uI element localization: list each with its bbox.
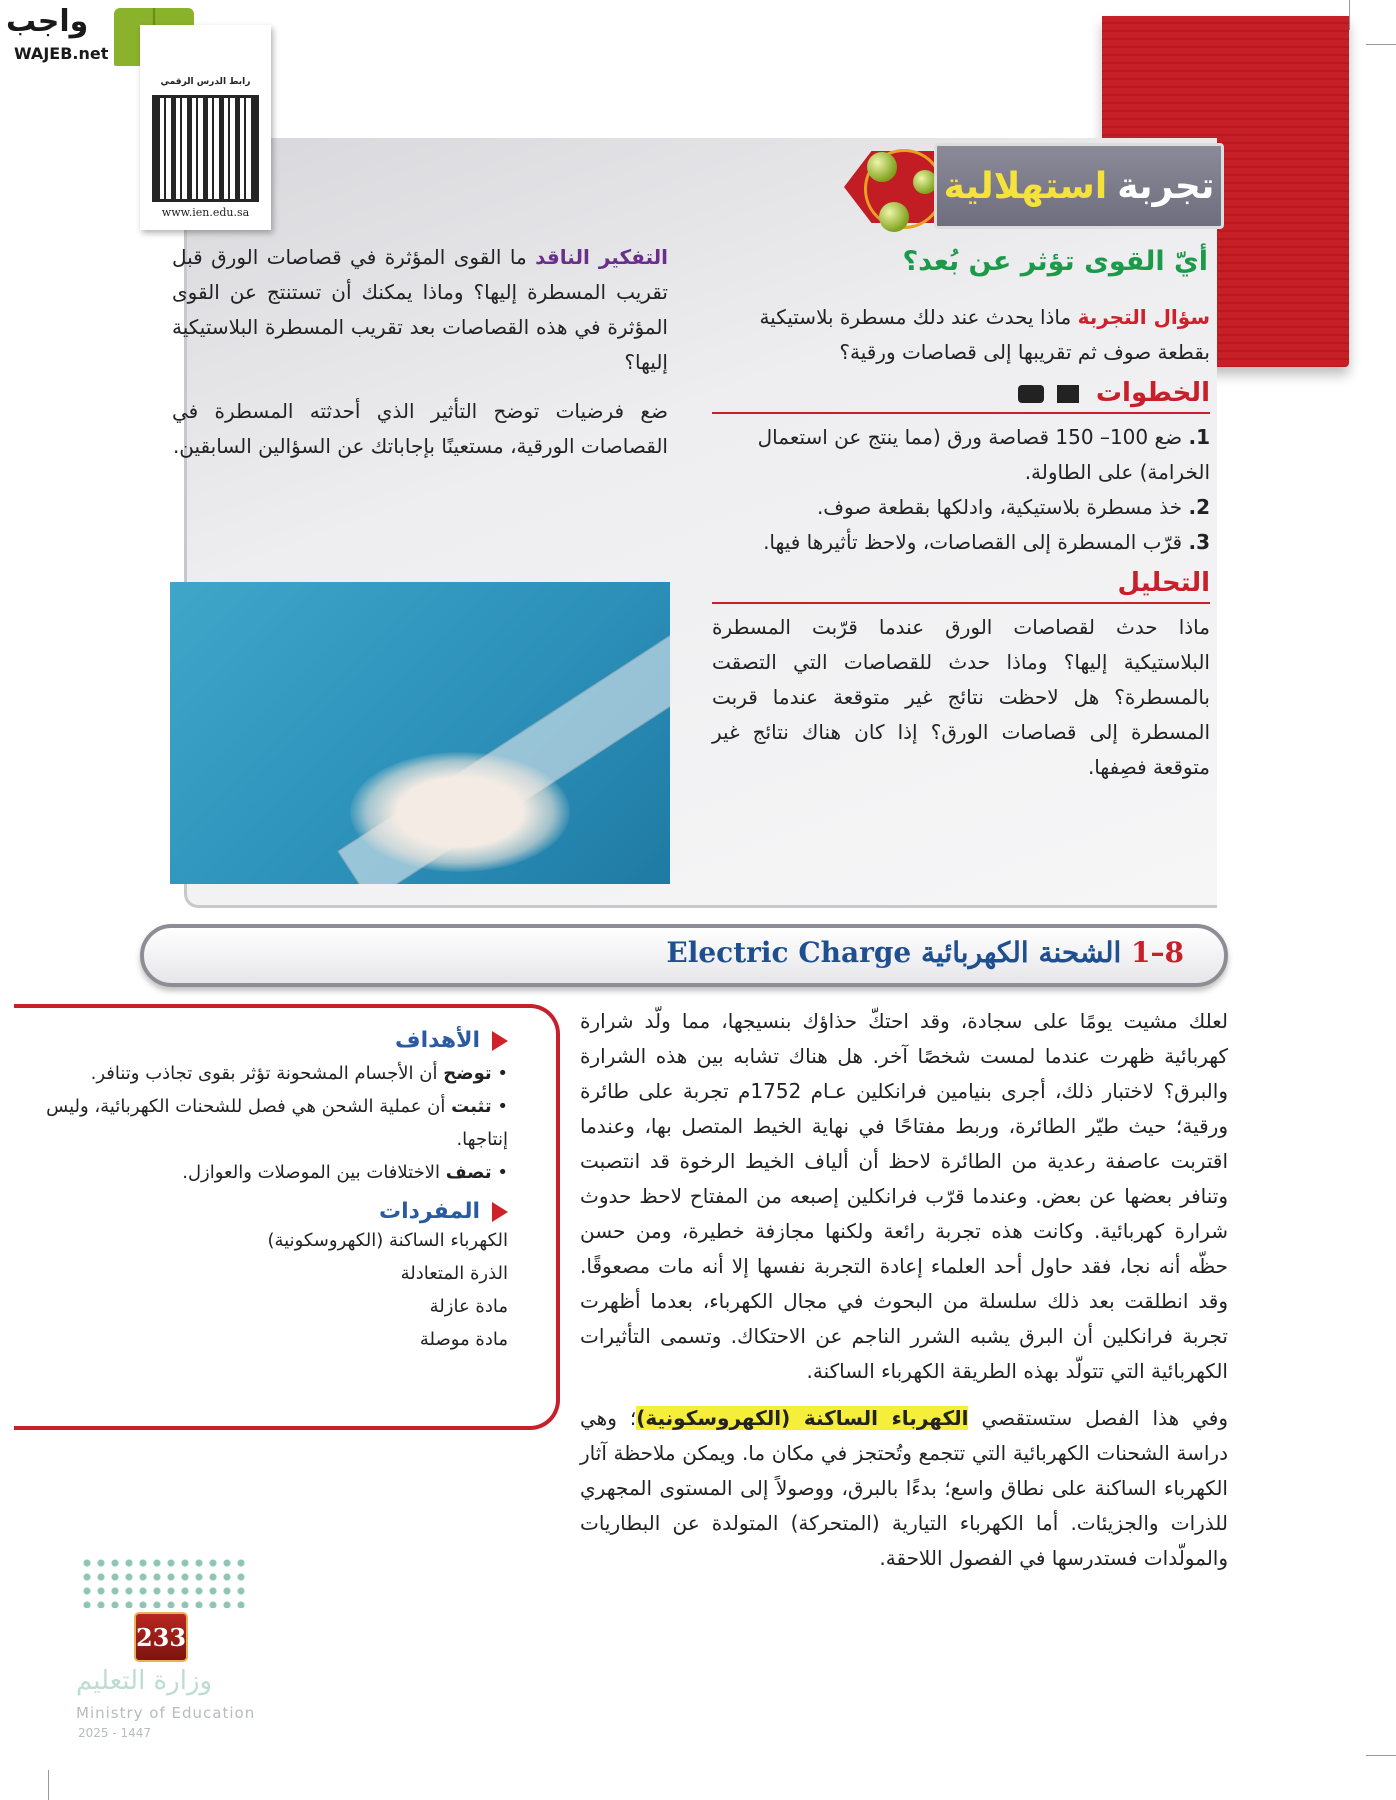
hypothesis-text: ضع فرضيات توضح التأثير الذي أحدثته المسطرة في القصاصات الورقية، مستعينًا بإجاباتك عن السؤالين السابقين. (172, 399, 668, 458)
step-item: 1. ضع 100– 150 قصاصة ورق (مما ينتج عن استعمال الخرامة) على الطاولة. (757, 425, 1210, 484)
qr-code-icon[interactable] (152, 95, 259, 202)
goggles-safety-icon (1018, 385, 1044, 403)
lab-left-column (172, 240, 668, 464)
crop-mark (48, 1770, 49, 1800)
qr-card[interactable]: رابط الدرس الرقمي www.ien.edu.sa (140, 25, 271, 230)
lab-right-column (712, 300, 1210, 785)
section-title-bar: 8–1 الشحنة الكهربائية Electric Charge (140, 924, 1228, 987)
ministry-logo: 233 وزارة التعليم Ministry of Education 2025 - 1447 (70, 1556, 270, 1756)
page-number: 233 (134, 1612, 188, 1662)
triangle-icon (492, 1031, 508, 1051)
analysis-text: ماذا حدث لقصاصات الورق عندما قرّبت المسطرة البلاستيكية إليها؟ وماذا حدث للقصاصات التي التصقت بالمسطرة؟ هل لاحظت نتائج غير متوقعة عندما قربت المسطرة إلى قصاصات الورق؟ إذا كان هناك نتائج غير متوقعة فصِفها. (712, 615, 1210, 779)
steps-list (712, 420, 1210, 560)
vocab-item: الذرة المتعادلة (400, 1263, 508, 1284)
step-item: 3. قرّب المسطرة إلى القصاصات، ولاحظ تأثيرها فيها. (763, 530, 1210, 554)
vocabulary-list (24, 1224, 508, 1356)
crop-mark (1366, 1755, 1396, 1756)
wajeb-logo[interactable]: واجب WAJEB.net (6, 4, 196, 70)
objectives-sidebar (14, 1004, 560, 1430)
objectives-list (24, 1057, 508, 1189)
atom-icon (864, 149, 944, 229)
hand-safety-icon (1057, 385, 1079, 403)
step-item: 2. خذ مسطرة بلاستيكية، وادلكها بقطعة صوف. (816, 495, 1210, 519)
objective-item: • توضح أن الأجسام المشحونة تؤثر بقوى تجاذب وتنافر. (90, 1063, 508, 1084)
body-paragraph-1: لعلك مشيت يومًا على سجادة، وقد احتكّ حذاؤك بنسيجها، مما ولّد شرارة كهربائية ظهرت عندما لمست شخصًا آخر. هل هناك تشابه بين هذه الشرارة والبرق؟ لاختبار ذلك، أجرى بنيامين فرانكلين عـام 1752م تجربة على طائرة ورقية؛ حيث طيّر الطائرة، وربط مفتاحًا في نهاية الخيط المتصل بها، وعندما اقتربت عاصفة رعدية من الطائرة لاحظ أن ألياف الخيط الرخوة قد انتصبت وتنافر بعضها عن بعض. وعندما قرّب فرانكلين إصبعه من المفتاح لاحظ حدوث شرارة كهربائية. وكانت هذه تجربة رائعة ولكنها مجازفة خطيرة، ومن حسن حظّه أنه نجا، فقد حاول أحد العلماء إعادة التجربة نفسها إلا أنه مات مصعوقًا. وقد انطلقت بعد ذلك سلسلة من البحوث في مجال الكهرباء، بعدما أظهرت تجربة فرانكلين أن البرق يشبه الشرر الناجم عن الاحتكاك. وتسمى التأثيرات الكهربائية التي تتولّد بهذه الطريقة الكهرباء الساكنة. (580, 1009, 1228, 1383)
experiment-question: سؤال التجربة ماذا يحدث عند دلك مسطرة بلاستيكية بقطعة صوف ثم تقريبها إلى قصاصات ورقية؟ (759, 305, 1210, 364)
triangle-icon (492, 1202, 508, 1222)
steps-heading: الخطوات (712, 378, 1210, 414)
analysis-heading: التحليل (712, 568, 1210, 604)
launch-lab-banner: تجربة استهلالية (844, 143, 1224, 231)
paper-pieces-image (350, 752, 570, 872)
vocab-item: مادة موصلة (419, 1329, 508, 1350)
objectives-heading: الأهداف (24, 1028, 508, 1053)
crop-mark (1366, 44, 1396, 45)
objective-item: • تصف الاختلافات بين الموصلات والعوازل. (182, 1162, 508, 1183)
highlighted-term: الكهرباء الساكنة (الكهروسكونية) (636, 1406, 969, 1430)
vocabulary-heading: المفردات (24, 1199, 508, 1224)
qr-url[interactable]: www.ien.edu.sa (161, 206, 250, 219)
vocab-item: الكهرباء الساكنة (الكهروسكونية) (267, 1230, 508, 1251)
body-text (580, 1004, 1228, 1576)
objective-item: • تثبت أن عملية الشحن هي فصل للشحنات الكهربائية، وليس إنتاجها. (46, 1096, 508, 1150)
ruler-paper-photo (170, 582, 670, 884)
vocab-item: مادة عازلة (429, 1296, 508, 1317)
lab-question-title: أيّ القوى تؤثر عن بُعد؟ (902, 246, 1208, 277)
crop-mark (1349, 0, 1350, 30)
critical-thinking: التفكير الناقد ما القوى المؤثرة في قصاصات الورق قبل تقريب المسطرة إليها؟ وماذا يمكنك أن تستنتج عن القوى المؤثرة في هذه القصاصات بعد تقريب المسطرة البلاستيكية إليها؟ (172, 245, 668, 374)
body-paragraph-2: وفي هذا الفصل ستستقصي الكهرباء الساكنة (الكهروسكونية)؛ وهي دراسة الشحنات الكهربائية التي تتجمع وتُحتجز في مكان ما. ويمكن ملاحظة آثار الكهرباء الساكنة على نطاق واسع؛ بدءًا بالبرق، ووصولاً إلى المستوى المجهري للذرات والجزيئات. أما الكهرباء التيارية (المتحركة) المتولدة عن البطاريات والمولّدات فستدرسها في الفصول اللاحقة. (580, 1406, 1228, 1570)
